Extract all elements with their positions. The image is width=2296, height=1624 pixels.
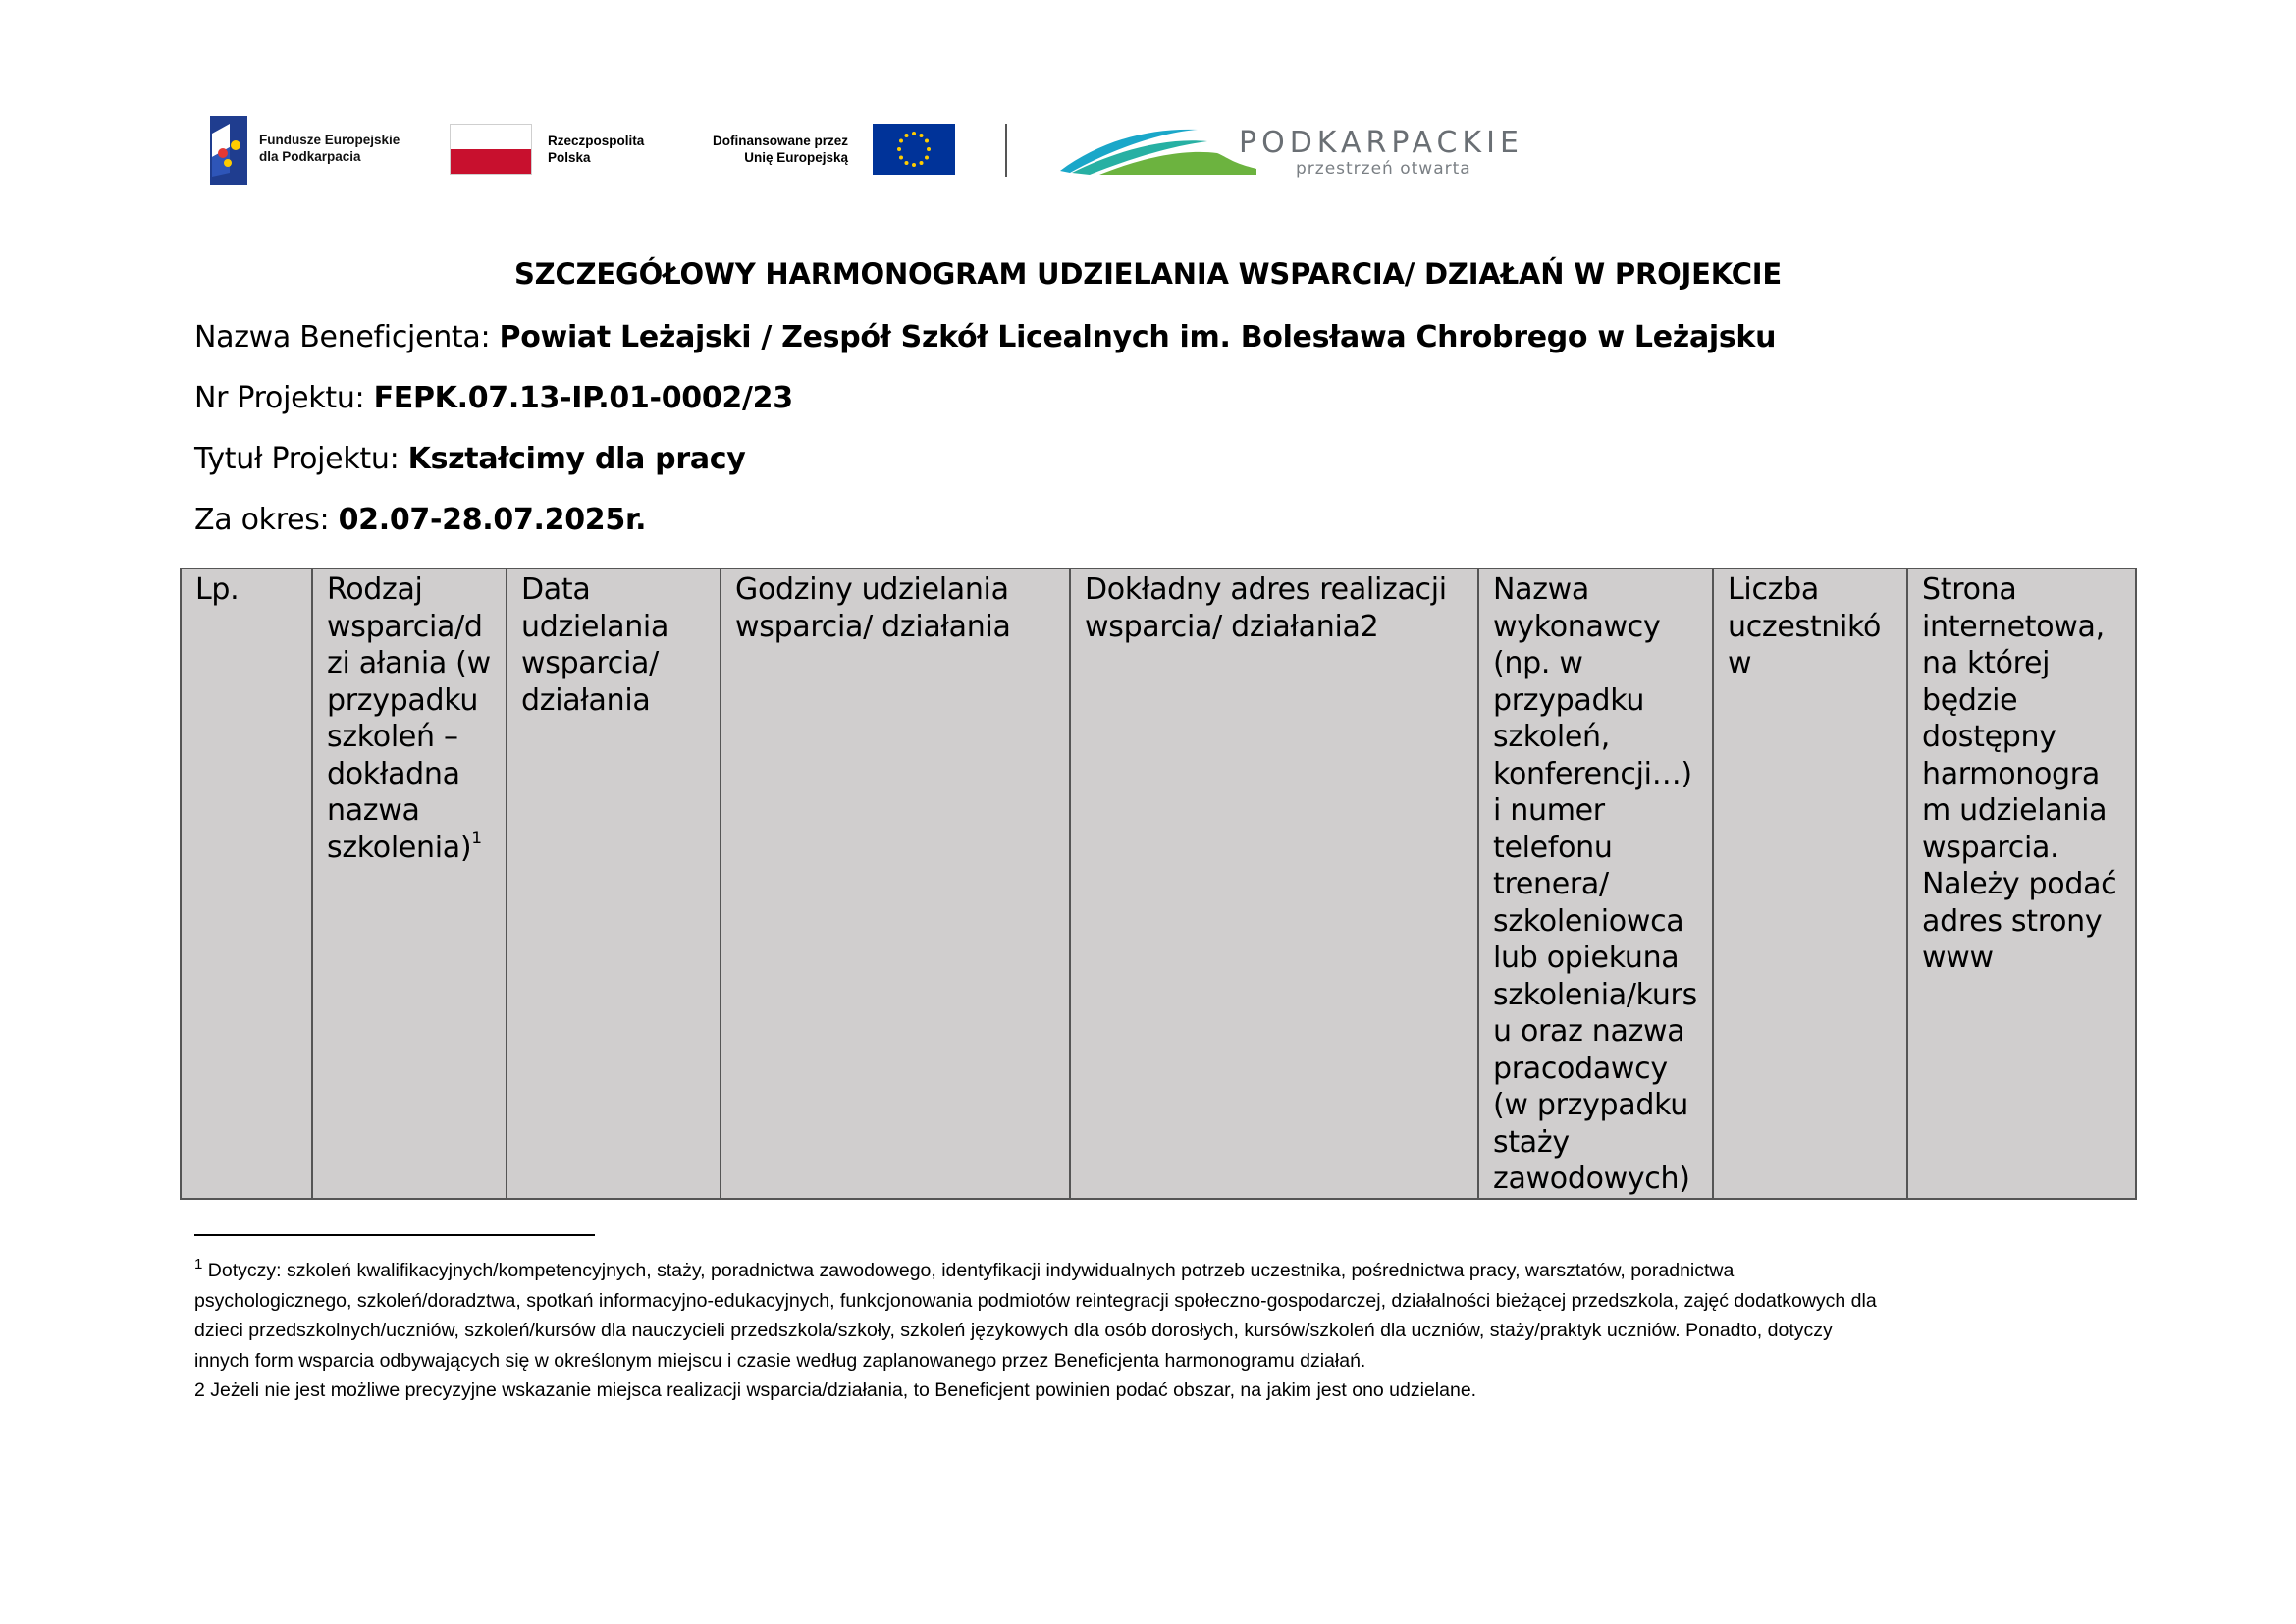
meta-period-label: Za okres: xyxy=(194,503,339,537)
header-support-type: Rodzaj wsparcia/dzi ałania (w przypadku szkoleń – dokładna nazwa szkolenia)$^1$ xyxy=(312,568,507,1199)
logo-separator xyxy=(1005,124,1007,177)
podkarpackie-swoosh-icon xyxy=(1060,120,1256,175)
fundusze-europejskie-logo xyxy=(210,116,426,187)
podkarpackie-logo xyxy=(1060,120,1531,185)
podkarpackie-name: PODKARPACKIE xyxy=(1239,126,1523,160)
meta-project-number xyxy=(194,381,793,415)
meta-beneficiary-label: Nazwa Beneficjenta: xyxy=(194,320,500,354)
footnote-1-text: Dotyczy: szkoleń kwalifikacyjnych/kompetencyjnych, staży, poradnictwa zawodowego, identyfikacji indywidualnych potrzeb uczestnika, pośrednictwa pracy, warsztatów, poradnictwa psychologicznego, szkoleń/doradztwa, spotkań informacyjno-edukacyjnych, funkcjonowania podmiotów reintegracji społeczno-gospodarczej, działalności bieżącej przedszkola, zajęć dodatkowych dla dzieci przedszkolnych/uczniów, szkoleń/kursów dla nauczycieli przedszkola/szkoły, szkoleń językowych dla osób dorosłych, kursów/szkoleń dla uczniów, staży/praktyk uczniów. Ponadto, dotyczy innych form wsparcia odbywających się w określonym miejscu i czasie według zaplanowanego przez Beneficjenta harmonogramu działań. xyxy=(194,1260,1877,1372)
rzeczpospolita-polska-label: Rzeczpospolita Polska xyxy=(548,134,645,165)
header-participants: Liczba uczestników xyxy=(1713,568,1907,1199)
fundusze-europejskie-icon xyxy=(210,116,247,185)
table-header-row xyxy=(181,568,2136,1199)
meta-period-value: 02.07-28.07.2025r. xyxy=(338,503,647,537)
header-lp: Lp. xyxy=(181,568,312,1199)
logo-bar xyxy=(210,116,1525,187)
eu-flag-icon xyxy=(873,124,955,175)
fundusze-europejskie-label: Fundusze Europejskie dla Podkarpacia xyxy=(259,133,400,164)
meta-beneficiary xyxy=(194,320,1776,354)
podkarpackie-tagline: przestrzeń otwarta xyxy=(1296,159,1471,179)
document-title: SZCZEGÓŁOWY HARMONOGRAM UDZIELANIA WSPARCIA/ DZIAŁAŃ W PROJEKCIE xyxy=(514,257,1782,291)
meta-project-title-value: Kształcimy dla pracy xyxy=(407,442,746,476)
meta-period xyxy=(194,503,646,537)
footnote-separator xyxy=(194,1234,595,1236)
unia-europejska-label: Dofinansowane przez Unię Europejską xyxy=(712,134,848,165)
schedule-table xyxy=(180,568,2137,1200)
header-date: Data udzielania wsparcia/ działania xyxy=(507,568,721,1199)
header-address: Dokładny adres realizacji wsparcia/ działania2 xyxy=(1070,568,1478,1199)
meta-project-title xyxy=(194,442,746,476)
footnotes xyxy=(194,1256,1883,1406)
meta-project-number-label: Nr Projektu: xyxy=(194,381,374,415)
footnote-1 xyxy=(194,1256,1883,1376)
header-contractor: Nazwa wykonawcy (np. w przypadku szkoleń, konferencji…) i numer telefonu trenera/ szkoleniowca lub opiekuna szkolenia/kurs u oraz nazwa pracodawcy (w przypadku staży zawodowych) xyxy=(1478,568,1713,1199)
poland-flag-icon xyxy=(450,124,532,175)
footnote-ref-1: 1 xyxy=(471,828,482,848)
meta-beneficiary-value: Powiat Leżajski / Zespół Szkół Licealnych im. Bolesława Chrobrego w Leżajsku xyxy=(499,320,1777,354)
header-website: Strona internetowa, na której będzie dostępny harmonogra m udzielania wsparcia. Należy podać adres strony www xyxy=(1907,568,2136,1199)
header-hours: Godziny udzielania wsparcia/ działania xyxy=(721,568,1070,1199)
footnote-2: 2 Jeżeli nie jest możliwe precyzyjne wskazanie miejsca realizacji wsparcia/działania, to Beneficjent powinien podać obszar, na jakim jest ono udzielane. xyxy=(194,1380,1477,1401)
unia-europejska-logo xyxy=(701,124,956,179)
meta-project-title-label: Tytuł Projektu: xyxy=(194,442,408,476)
meta-project-number-value: FEPK.07.13-IP.01-0002/23 xyxy=(373,381,793,415)
rzeczpospolita-polska-logo xyxy=(450,124,666,183)
footnote-1-marker: 1 xyxy=(194,1256,203,1272)
